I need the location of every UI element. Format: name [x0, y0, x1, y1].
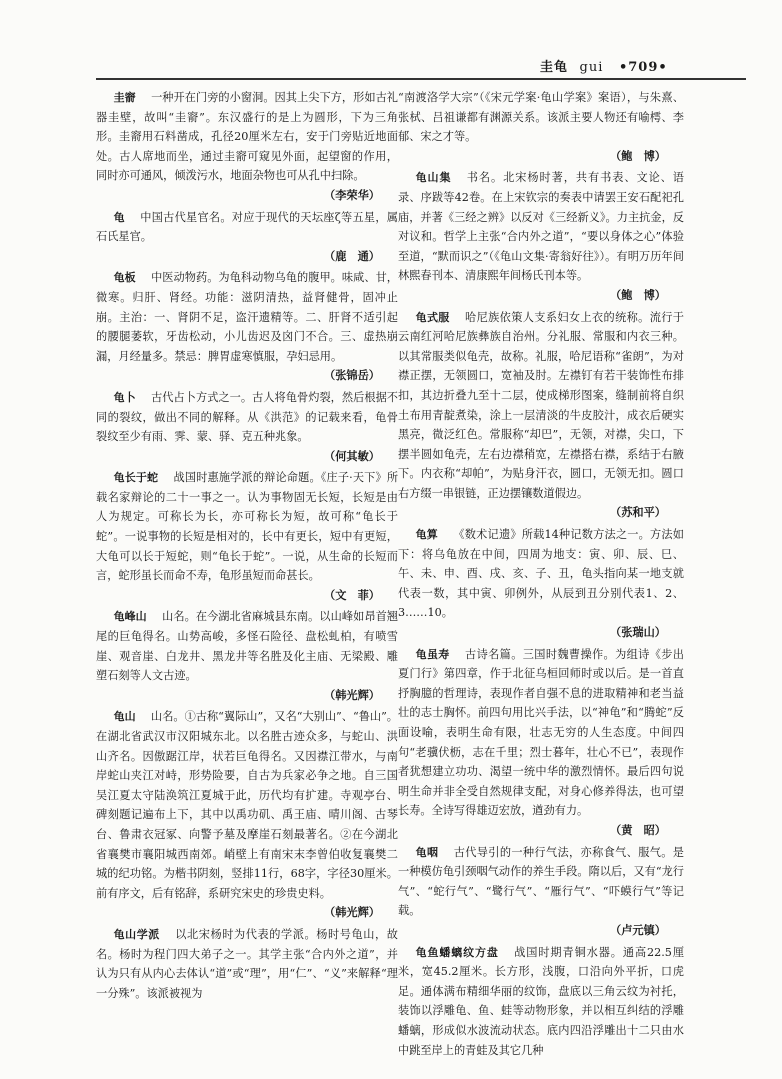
dictionary-entry: [96, 607, 398, 705]
dictionary-entry: [96, 388, 398, 466]
header-rule: [96, 78, 746, 80]
entry-paragraph: [398, 168, 684, 286]
entry-paragraph: [96, 468, 398, 586]
entry-headword: 龟山集: [415, 171, 452, 185]
entry-headword: 龟长于蛇: [113, 471, 159, 485]
entry-paragraph: [96, 707, 398, 903]
entry-text: 古代导引的一种行气法，亦称食气、服气。是一种模仿龟引颈咽气动作的养生手段。隋以后，又有“龙行气”、“蛇行气”、“鹭行气”、“雁行气”、“吓蟆行气”等记载。: [398, 845, 684, 918]
dictionary-entry: [398, 525, 684, 643]
dictionary-entry: [398, 943, 684, 1061]
entry-text: 以北宋杨时为代表的学派。杨时号龟山，故名。杨时为程门四大弟子之一。其学主张“合内外之道”，并认为只有从内心去体认“道”或“理”，用“仁”、“义”来解释“理一分殊”。该派被视为: [96, 927, 398, 1000]
entry-text: 中国古代星官名。对应于现代的天坛座ζ等五星，属石氏星官。: [96, 210, 398, 244]
entry-paragraph: [398, 943, 684, 1061]
entry-author: （鹿 通）: [324, 248, 380, 263]
right-column: [398, 88, 684, 1062]
entry-text: 书名。北宋杨时著，共有书表、文论、语录、序跋等42卷。在上宋钦宗的奏表中请罢王安石配祀孔庙，并著《三经之辨》以反对《三经新义》。力主抗金，反对议和。哲学上主张“合内外之道”，“要以身体之心”体验至道，“默而识之”（《龟山文集·寄翁好往》）。有明万历年间林熙春刊本、清康熙年间杨氏刊本等。: [398, 171, 684, 283]
entry-paragraph: [96, 268, 398, 366]
dictionary-entry: [96, 208, 398, 267]
entry-paragraph: [398, 88, 684, 147]
entry-paragraph: [96, 925, 398, 1003]
entry-text: 中医动物药。为龟科动物乌龟的腹甲。味咸、甘，微寒。归肝、肾经。功能：滋阴清热，益肾健骨，固冲止崩。主治：一、肾阴不足，盗汗遗精等。二、肝肾不适引起的腰腿萎软，牙齿松动，小儿齿迟及囟门不合。三、虚热崩漏，月经量多。禁忌：脾胃虚寒慎服，孕妇忌用。: [96, 271, 398, 363]
dictionary-entry: [96, 707, 398, 923]
entry-headword: 龟山: [113, 710, 136, 724]
entry-paragraph: [96, 388, 398, 447]
entry-paragraph: [398, 308, 684, 504]
entry-paragraph: [96, 607, 398, 685]
entry-text: 一种开在门旁的小窗洞。因其上尖下方，形如古礼器圭壁，故叫“圭窬”。东汉盛行的是上为圆形，下为三角形。圭窬用石料凿成，孔径20厘米左右，安于门旁贴近地面处。古人席地而坐，通过圭窬可窥见外面，起望窗的作用，同时亦可通风，倾泼污水，地面杂物也可从孔中扫除。: [96, 91, 398, 183]
entry-headword: 龟式服: [415, 310, 450, 324]
entry-headword: 龟: [113, 210, 125, 224]
entry-author: （鲍 博）: [610, 287, 666, 302]
dictionary-entry: [96, 925, 398, 1003]
entry-text: 战国时惠施学派的辩论命题。《庄子·天下》所载名家辩论的二十一事之一。认为事物固无长短，长短是由人为规定。可称长为长，亦可称长为短，故可称“龟长于蛇”。一说事物的长短是相对的，长中有更长，短中有更短，大龟可以长于短蛇，则“龟长于蛇”。一说，从生命的长短而言，蛇形虽长而命不寿，龟形虽短而命甚长。: [96, 471, 399, 583]
entry-author: （黄 昭）: [610, 822, 666, 837]
entry-author: （何其敏）: [324, 448, 380, 463]
entry-paragraph: [398, 843, 684, 921]
entry-author: （卢元镇）: [610, 922, 666, 937]
page-number: •709•: [618, 60, 668, 75]
entry-headword: 龟虽寿: [415, 647, 450, 661]
entry-headword: 龟鱼蟠螭纹方盘: [415, 945, 499, 959]
entry-text: 古诗名篇。三国时魏曹操作。为组诗《步出夏门行》第四章，作于北征乌桓回师时或以后。是一首直抒胸臆的哲理诗，表现作者自强不息的进取精神和老当益壮的志士胸怀。前四句用比兴手法，以“神龟”和“腾蛇”反面设喻，表明生命有限，壮志无穷的人生态度。中间四句“老骥伏枥，志在千里；烈士暮年，壮心不已”，表现作者犹想建立功功、渴望一统中华的激烈情怀。最后四句说明生命并非全受自然规律支配，对身心修养得法，也可望长寿。全诗写得雄迈宏放，遒劲有力。: [398, 647, 684, 818]
dictionary-entry: [398, 88, 684, 166]
entry-text: 古代占卜方式之一。古人将龟骨灼裂，然后根据不同的裂纹，做出不同的解释。从《洪范》的记载来看，龟骨裂纹至少有雨、霁、蒙、驿、克五种兆象。: [96, 390, 398, 444]
entry-author: （张锦岳）: [324, 368, 380, 383]
entry-headword: 龟山学派: [113, 927, 160, 941]
entry-author: （李荣华）: [324, 187, 380, 202]
left-column: [96, 88, 398, 1005]
dictionary-entry: [398, 645, 684, 841]
entry-author: （鲍 博）: [610, 148, 666, 163]
entry-author: （苏和平）: [610, 505, 666, 520]
entry-headword: 龟算: [415, 528, 438, 542]
dictionary-entry: [398, 843, 684, 941]
entry-paragraph: [398, 645, 684, 821]
entry-headword: 龟板: [113, 271, 136, 285]
entry-text: 《数术记遗》所载14种记数方法之一。方法如下：将乌龟放在中间，四周为地支：寅、卯、辰、巳、午、未、申、酉、戌、亥、子、丑，龟头指向某一地支就代表一数，其中寅、卯例外，从辰到丑分别代表1、2、3……10。: [398, 528, 684, 620]
entry-headword: 龟咽: [415, 845, 439, 859]
dictionary-entry: [96, 88, 398, 206]
dictionary-entry: [96, 468, 398, 605]
dictionary-entry: [398, 168, 684, 305]
entry-paragraph: [96, 208, 398, 247]
entry-author: （张瑞山）: [610, 625, 666, 640]
entry-text: “南渡洛学大宗”（《宋元学案·龟山学案》案语），与朱熹、张栻、吕祖谦都有渊源关系。该派主要人物还有喻樗、李郁、宋之才等。: [398, 91, 684, 144]
dictionary-entry: [96, 268, 398, 386]
entry-author: （韩光辉）: [324, 687, 380, 702]
entry-headword: 龟峰山: [113, 610, 147, 624]
header-title: 圭龟: [540, 60, 569, 75]
entry-headword: 圭窬: [113, 91, 136, 104]
header-pinyin: gui: [579, 60, 604, 75]
dictionary-entry: [398, 308, 684, 524]
entry-paragraph: [398, 525, 684, 623]
entry-text: 战国时期青铜水器。通高22.5厘米，宽45.2厘米。长方形，浅腹，口沿向外平折，口虎足。通体满布精细华丽的纹饰，盘底以三角云纹为衬托，装饰以浮雕龟、鱼、蛙等动物形象，并以相互纠结的浮雕蟠螭，形成似水波流动状态。底内四沿浮雕出十二只由水中跳至岸上的青蛙及其它几种: [398, 945, 685, 1057]
entry-author: （韩光辉）: [324, 905, 380, 920]
entry-paragraph: [96, 88, 398, 186]
running-header: [540, 56, 740, 75]
entry-author: （文 菲）: [324, 587, 380, 602]
entry-headword: 龟卜: [113, 390, 136, 404]
entry-text: 山名。①古称“翼际山”，又名“大别山”、“鲁山”。在湖北省武汉市汉阳城东北。以名胜古迹众多，与蛇山、洪山齐名。因傲踞江岸，状若巨龟得名。又因襟江带水，与南岸蛇山夹江对峙，形势险要，自古为兵家必争之地。自三国吴江夏太守陆涣筑江夏城于此，历代均有扩建。寺观亭台、碑刻题记遍布上下，其中以禹功矶、禹王庙、晴川阁、古琴台、鲁肃衣冠冢、向警予墓及摩崖石刻最著名。②在今湖北省襄樊市襄阳城西南郊。峭壁上有南宋末李曾伯收复襄樊二城的纪功铭。为楷书阴刻，竖排11行，68字，字径30厘米。前有序文，后有铭辞，系研究宋史的珍贵史料。: [96, 710, 398, 900]
entry-text: 哈尼族依策人支系妇女上衣的统称。流行于云南红河哈尼族彝族自治州。分礼服、常服和内衣三种。以其常服类似龟壳，故称。礼服，哈尼语称“雀朗”，为对襟正摆，无领圆口，宽袖及肘。左襟钉有若干装饰性布排扣，其边折叠九至十二层，使成梯形图案，缝制前将自织土布用青靛煮染，涂上一层清淡的牛皮胶汁，成衣后硬实黑亮，微泛红色。常服称“却巴”，无领，对襟，尖口，下摆半圆如龟壳，左右边襟稍宽，左襟搭右襟，系结于右腋下。内衣称“却帕”，为贴身汗衣，圆口，无领无扣。圆口右方缀一串银链，正边摆镶数道假边。: [398, 310, 684, 500]
entry-text: 山名。在今湖北省麻城县东南。以山峰如昂首翘尾的巨龟得名。山势高峻，多怪石险径、盘松虬柏，有喷雪崖、观音崖、白龙井、黑龙井等名胜及化主庙、无梁殿、雕塑石刻等人文古迹。: [96, 610, 398, 683]
